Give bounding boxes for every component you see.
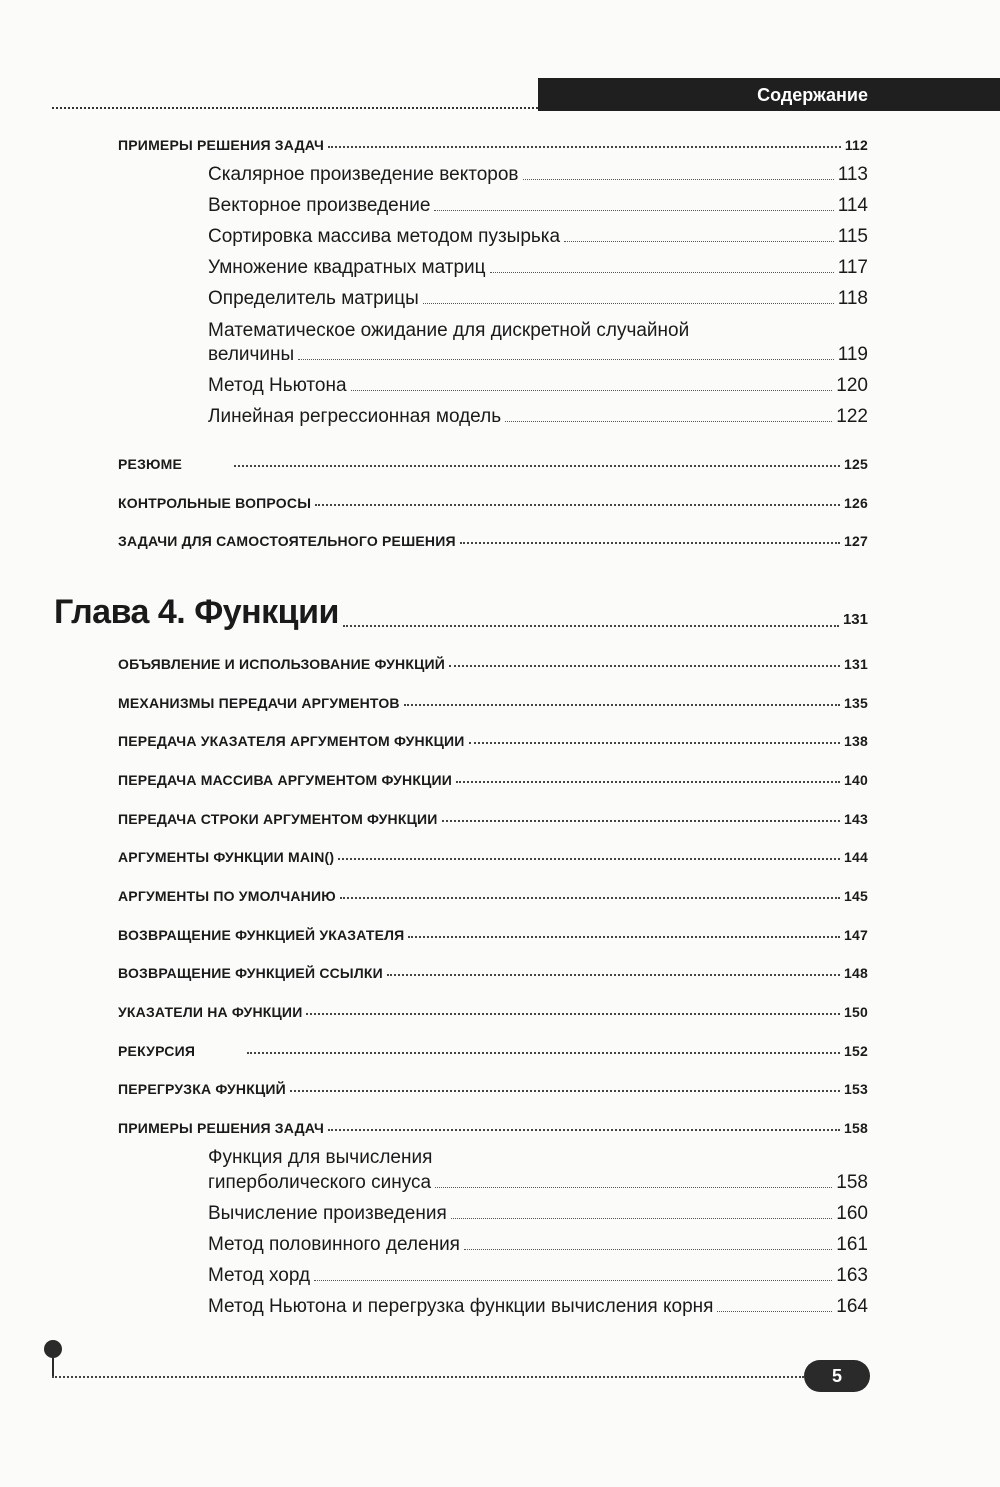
footer-stem: [52, 1358, 54, 1376]
toc-entry-label: РЕКУРСИЯ: [118, 1043, 196, 1059]
chapter-heading[interactable]: [54, 592, 868, 632]
toc-entry-page: 113: [837, 164, 868, 185]
leader-dots: [328, 1129, 840, 1131]
toc-entry[interactable]: [118, 133, 868, 153]
toc-entry-label: ЗАДАЧИ ДЛЯ САМОСТОЯТЕЛЬНОГО РЕШЕНИЯ: [118, 533, 456, 549]
leader-dots: [460, 542, 840, 544]
leader-dots: [408, 936, 840, 938]
toc-entry[interactable]: [118, 1077, 868, 1097]
header-bar: [538, 78, 1000, 111]
leader-dots: [234, 465, 840, 467]
leader-dots: [340, 897, 840, 899]
toc-entry-label: ВОЗВРАЩЕНИЕ ФУНКЦИЕЙ ССЫЛКИ: [118, 965, 383, 981]
toc-subentry[interactable]: [208, 1230, 868, 1256]
leader-dots: [387, 974, 840, 976]
toc-entry-label: Умножение квадратных матриц: [208, 257, 486, 278]
toc-subentry[interactable]: [208, 284, 868, 310]
leader-dots: [315, 504, 840, 506]
chapter-title: Глава 4. Функции: [54, 593, 339, 631]
toc-subentry[interactable]: [208, 253, 868, 279]
toc-entry-page: 125: [844, 456, 868, 472]
toc-entry-label: АРГУМЕНТЫ ФУНКЦИИ MAIN(): [118, 849, 335, 865]
leader-dots: [404, 704, 840, 706]
leader-dots: [442, 820, 840, 822]
toc-entry-label: Сортировка массива методом пузырька: [208, 226, 561, 247]
toc-entry-page: 148: [844, 965, 868, 981]
leader-dots: [456, 781, 840, 783]
toc-entry-label: Математическое ожидание для дискретной случайной: [208, 320, 690, 341]
toc-entry[interactable]: [118, 923, 868, 943]
toc-entry-page: 164: [836, 1296, 868, 1317]
toc-entry-page: 114: [837, 195, 868, 216]
leader-dots: [314, 1280, 832, 1281]
toc-subentry[interactable]: [208, 1261, 868, 1287]
leader-dots: [328, 146, 841, 148]
toc-entry[interactable]: [118, 1116, 868, 1136]
toc-entry-label-cont: гиперболического синуса: [208, 1172, 432, 1193]
toc-entry-label: ПЕРЕДАЧА СТРОКИ АРГУМЕНТОМ ФУНКЦИИ: [118, 811, 438, 827]
toc-subentry[interactable]: [208, 402, 868, 428]
toc-entry-page: 147: [844, 927, 868, 943]
leader-dots: [298, 359, 834, 360]
toc-entry[interactable]: [118, 1039, 868, 1059]
toc-entry-page: 127: [844, 533, 868, 549]
toc-entry-label: Линейная регрессионная модель: [208, 406, 502, 427]
leader-dots: [247, 1052, 840, 1054]
toc-subentry[interactable]: [208, 1199, 868, 1225]
toc-entry-page: 119: [837, 344, 868, 365]
toc-entry-label: ПЕРЕГРУЗКА ФУНКЦИЙ: [118, 1081, 286, 1097]
toc-entry-page: 153: [844, 1081, 868, 1097]
toc-entry-label: КОНТРОЛЬНЫЕ ВОПРОСЫ: [118, 495, 312, 511]
leader-dots: [523, 179, 834, 180]
toc-entry[interactable]: [118, 1000, 868, 1020]
page-number-badge: 5: [804, 1360, 870, 1392]
toc-entry-label: Скалярное произведение векторов: [208, 164, 519, 185]
chapter-page: 131: [842, 611, 868, 628]
leader-dots: [564, 241, 834, 242]
toc-entry[interactable]: [118, 845, 868, 865]
toc-entry-page: 143: [844, 811, 868, 827]
leader-dots: [351, 390, 833, 391]
toc-entry-page: 117: [837, 257, 868, 278]
toc-subentry[interactable]: [208, 160, 868, 186]
toc-entry-page: 120: [836, 375, 868, 396]
header-dotted-rule: [52, 107, 538, 109]
toc-entry[interactable]: [118, 452, 868, 472]
toc-entry-label: Вычисление произведения: [208, 1203, 447, 1224]
leader-dots: [338, 858, 840, 860]
toc-entry-page: 158: [844, 1120, 868, 1136]
toc-entry-page: 152: [844, 1043, 868, 1059]
toc-subentry-line2[interactable]: [208, 1168, 868, 1194]
toc-entry-page: 138: [844, 733, 868, 749]
toc-entry-label: УКАЗАТЕЛИ НА ФУНКЦИИ: [118, 1004, 303, 1020]
leader-dots: [717, 1311, 832, 1312]
running-header-title: Содержание: [757, 85, 868, 105]
footer-bullet-icon: [44, 1340, 62, 1358]
toc-entry[interactable]: [118, 691, 868, 711]
toc-entry-page: 160: [836, 1203, 868, 1224]
toc-subentry-line1[interactable]: [208, 1143, 868, 1169]
leader-dots: [490, 272, 834, 273]
leader-dots: [505, 421, 832, 422]
leader-dots: [469, 742, 841, 744]
toc-entry-page: 126: [844, 495, 868, 511]
toc-entry-page: 163: [836, 1265, 868, 1286]
toc-entry-page: 112: [844, 137, 868, 153]
leader-dots: [434, 210, 833, 211]
leader-dots: [290, 1090, 840, 1092]
toc-entry-label: Метод половинного деления: [208, 1234, 460, 1255]
toc-entry-page: 145: [844, 888, 868, 904]
toc-entry[interactable]: [118, 961, 868, 981]
toc-entry-page: 118: [837, 288, 868, 309]
toc-subentry[interactable]: [208, 1292, 868, 1318]
toc-entry-label: ВОЗВРАЩЕНИЕ ФУНКЦИЕЙ УКАЗАТЕЛЯ: [118, 927, 405, 943]
footer-dotted-rule: [52, 1376, 804, 1378]
toc-entry-page: 144: [844, 849, 868, 865]
toc-entry-page: 115: [837, 226, 868, 247]
leader-dots: [449, 665, 840, 667]
toc-subentry[interactable]: [208, 222, 868, 248]
toc-entry-label: Метод хорд: [208, 1265, 311, 1286]
toc-subentry[interactable]: [208, 191, 868, 217]
toc-entry[interactable]: [118, 491, 868, 511]
toc-subentry[interactable]: [208, 371, 868, 397]
toc-entry-label: Метод Ньютона: [208, 375, 347, 396]
toc-entry-label: Определитель матрицы: [208, 288, 419, 309]
toc-entry-page: 150: [844, 1004, 868, 1020]
toc-entry[interactable]: [118, 884, 868, 904]
toc-entry-label: Метод Ньютона и перегрузка функции вычисления корня: [208, 1296, 714, 1317]
toc-entry-label: АРГУМЕНТЫ ПО УМОЛЧАНИЮ: [118, 888, 336, 904]
leader-dots: [451, 1218, 833, 1219]
toc-entry-label-cont: величины: [208, 344, 295, 365]
toc-entry-page: 122: [836, 406, 868, 427]
toc-entry[interactable]: [118, 529, 868, 549]
leader-dots: [343, 625, 839, 627]
toc-entry-label: ПЕРЕДАЧА МАССИВА АРГУМЕНТОМ ФУНКЦИИ: [118, 772, 453, 788]
leader-dots: [423, 303, 834, 304]
toc-subentry-line1[interactable]: [208, 316, 868, 342]
toc-entry-label: ОБЪЯВЛЕНИЕ И ИСПОЛЬЗОВАНИЕ ФУНКЦИЙ: [118, 656, 446, 672]
leader-dots: [464, 1249, 832, 1250]
toc-entry-page: 158: [836, 1172, 868, 1193]
toc-entry-label: Векторное произведение: [208, 195, 431, 216]
toc-entry-label: ПЕРЕДАЧА УКАЗАТЕЛЯ АРГУМЕНТОМ ФУНКЦИИ: [118, 733, 465, 749]
toc-entry-page: 135: [844, 695, 868, 711]
leader-dots: [306, 1013, 840, 1015]
toc-entry-label: Функция для вычисления: [208, 1147, 433, 1168]
toc-entry-page: 131: [844, 656, 868, 672]
toc-entry[interactable]: [118, 807, 868, 827]
toc-entry-label: ПРИМЕРЫ РЕШЕНИЯ ЗАДАЧ: [118, 137, 325, 153]
toc-entry[interactable]: [118, 768, 868, 788]
toc-entry[interactable]: [118, 652, 868, 672]
leader-dots: [435, 1187, 832, 1188]
toc-entry-page: 140: [844, 772, 868, 788]
toc-entry[interactable]: [118, 729, 868, 749]
toc-entry-label: МЕХАНИЗМЫ ПЕРЕДАЧИ АРГУМЕНТОВ: [118, 695, 400, 711]
toc-entry-page: 161: [836, 1234, 868, 1255]
toc-subentry-line2[interactable]: [208, 340, 868, 366]
toc-entry-label: РЕЗЮМЕ: [118, 456, 183, 472]
toc-entry-label: ПРИМЕРЫ РЕШЕНИЯ ЗАДАЧ: [118, 1120, 325, 1136]
